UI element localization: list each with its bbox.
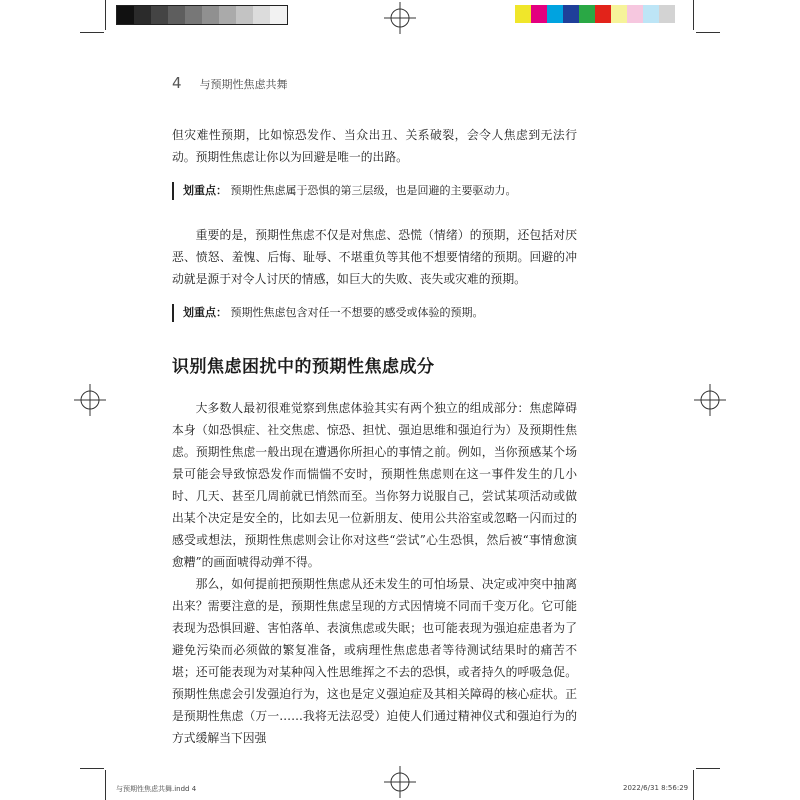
key-point-callout-2 [172, 304, 577, 322]
crop-mark [696, 32, 720, 33]
gray-swatch [202, 6, 219, 24]
crop-mark [693, 770, 694, 800]
paragraph-1: 但灾难性预期，比如惊恐发作、当众出丑、关系破裂，会令人焦虑到无法行动。预期性焦虑让你以为回避是唯一的出路。 [172, 128, 577, 164]
color-swatch [611, 5, 627, 23]
gray-swatch [134, 6, 151, 24]
color-swatch [563, 5, 579, 23]
key-point-text: 预期性焦虑包含对任一不想要的感受或体验的预期。 [230, 306, 484, 319]
gray-swatch [236, 6, 253, 24]
key-point-label: 划重点： [183, 184, 227, 197]
color-swatch [595, 5, 611, 23]
crop-mark [693, 0, 694, 30]
color-swatch [643, 5, 659, 23]
paragraph-3: 大多数人最初很难觉察到焦虑体验其实有两个独立的组成部分：焦虑障碍本身（如恐惧症、社交焦虑、惊恐、担忧、强迫思维和强迫行为）及预期性焦虑。预期性焦虑一般出现在遭遇你所担心的事情之前。例如，当你预感某个场景可能会导致惊恐发作而惴惴不安时，预期性焦虑则在这一事件发生的几小时、几天、甚至几周前就已悄然而至。当你努力说服自己，尝试某项活动或做出某个决定是安全的，比如去见一位新朋友、使用公共浴室或忽略一闪而过的感受或想法，预期性焦虑则会让你对这些“尝试”心生恐惧，然后被“事情愈演愈糟”的画面唬得动弹不得。 [172, 401, 577, 569]
file-slug: 与预期性焦虑共舞.indd 4 [116, 785, 197, 793]
page-content [172, 124, 577, 749]
gray-swatch [219, 6, 236, 24]
section-heading: 识别焦虑困扰中的预期性焦虑成分 [172, 357, 435, 377]
gray-swatch [117, 6, 134, 24]
timestamp-slug: 2022/6/31 8:56:29 [623, 784, 689, 792]
gray-swatch [168, 6, 185, 24]
gray-swatch [253, 6, 270, 24]
gray-swatch [151, 6, 168, 24]
color-swatch [515, 5, 531, 23]
gray-swatch [185, 6, 202, 24]
crop-mark [80, 768, 104, 769]
crop-mark [80, 32, 104, 33]
grayscale-color-bar [116, 5, 288, 25]
paragraph-4: 那么，如何提前把预期性焦虑从还未发生的可怕场景、决定或冲突中抽离出来？需要注意的是，预期性焦虑呈现的方式因情境不同而千变万化。它可能表现为恐惧回避、害怕落单、表演焦虑或失眠；也可能表现为强迫症患者为了避免污染而必须做的繁复准备，或病理性焦虑患者等待测试结果时的痛苦不堪；还可能表现为对某种闯入性思维挥之不去的恐惧，或者持久的呼吸急促。预期性焦虑会引发强迫行为，这也是定义强迫症及其相关障碍的核心症状。正是预期性焦虑（万一……我将无法忍受）迫使人们通过精神仪式和强迫行为的方式缓解当下因强 [172, 577, 577, 745]
registration-mark-right [694, 384, 726, 416]
crop-mark [696, 768, 720, 769]
crop-mark [105, 770, 106, 800]
registration-mark-top [384, 2, 416, 34]
color-swatch [531, 5, 547, 23]
registration-mark-bottom [384, 766, 416, 798]
color-swatch [659, 5, 675, 23]
running-title: 与预期性焦虑共舞 [199, 78, 288, 91]
key-point-callout-1 [172, 182, 577, 200]
color-swatch [547, 5, 563, 23]
key-point-text: 预期性焦虑属于恐惧的第三层级，也是回避的主要驱动力。 [230, 184, 517, 197]
key-point-label: 划重点： [183, 306, 227, 319]
cmyk-color-bar [515, 5, 675, 23]
registration-mark-left [74, 384, 106, 416]
gray-swatch [270, 6, 287, 24]
color-swatch [627, 5, 643, 23]
running-header [172, 74, 288, 92]
crop-mark [105, 0, 106, 30]
paragraph-2: 重要的是，预期性焦虑不仅是对焦虑、恐慌（情绪）的预期，还包括对厌恶、愤怒、羞愧、后悔、耻辱、不堪重负等其他不想要情绪的预期。回避的冲动就是源于对令人讨厌的情感，如巨大的失败、丧失或灾难的预期。 [172, 228, 577, 286]
color-swatch [579, 5, 595, 23]
page-number: 4 [172, 74, 182, 92]
